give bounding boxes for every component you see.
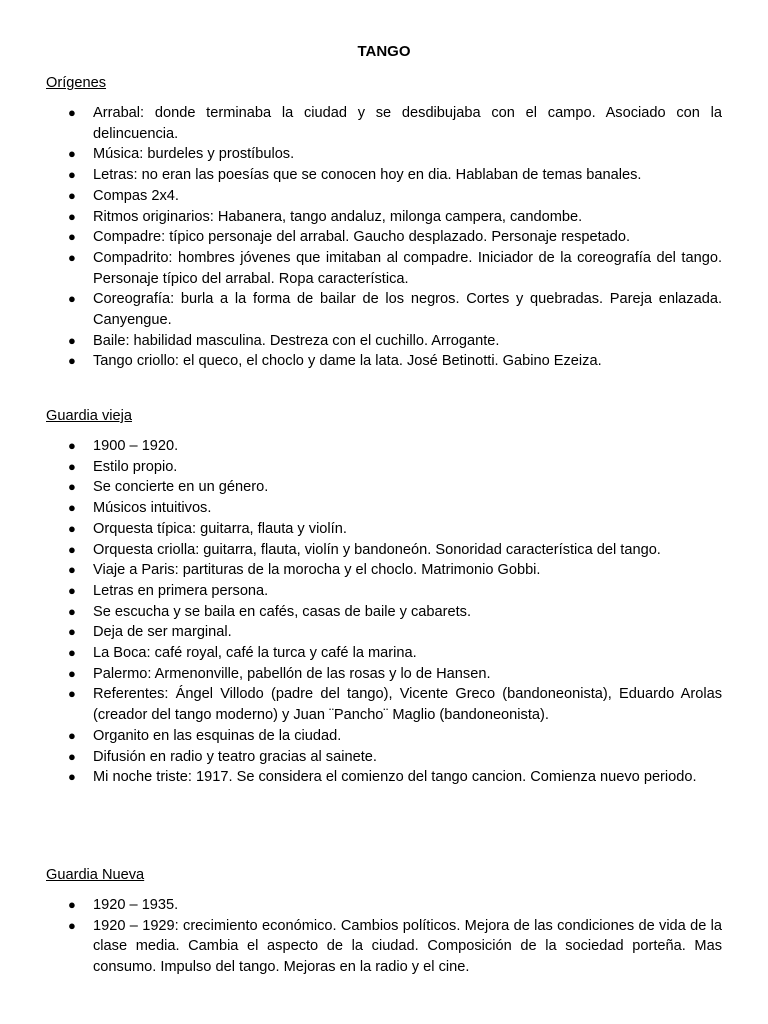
list-item [46,540,722,561]
list-item [46,289,722,330]
section-guardia-nueva [46,865,722,978]
bullet-icon: ● [68,479,76,495]
list-item-text: Músicos intuitivos. [93,500,212,517]
bullet-icon: ● [68,167,76,183]
bullet-icon: ● [68,645,76,661]
bullet-icon: ● [68,665,76,681]
bullet-icon: ● [68,582,76,598]
list-item [46,227,722,248]
list-item-text: Letras: no eran las poesías que se conocen hoy en dia. Hablaban de temas banales. [93,167,642,184]
list-item-text: Deja de ser marginal. [93,624,232,641]
list-item-text: Compadre: típico personaje del arrabal. Gaucho desplazado. Personaje respetado. [93,229,631,246]
list-item-text: Orquesta típica: guitarra, flauta y violín. [93,520,347,537]
bullet-icon: ● [68,897,76,912]
list-item [46,684,722,725]
bullet-icon: ● [68,146,76,162]
list-item [46,747,722,768]
list-item [46,103,722,144]
list-item-text: Organito en las esquinas de la ciudad. [93,727,342,744]
bullet-icon: ● [68,458,76,474]
list-item-text: Letras en primera persona. [93,582,269,599]
bullet-icon: ● [68,917,76,933]
bullet-icon: ● [68,603,76,619]
bullet-icon: ● [68,624,76,640]
list-item [46,895,722,916]
list-item [46,351,722,372]
list-item [46,664,722,685]
list-item-text: Mi noche triste: 1917. Se considera el comienzo del tango cancion. Comienza nuevo periodo. [93,769,697,786]
list-item [46,622,722,643]
bullet-icon: ● [68,500,76,516]
bullet-icon: ● [68,105,76,120]
bullet-icon: ● [68,541,76,557]
bullet-icon: ● [68,562,76,578]
list-item [46,767,722,788]
bullet-icon: ● [68,229,76,245]
bullet-list [46,103,722,372]
bullet-icon: ● [68,353,76,369]
list-item-text: 1900 – 1920. [93,438,179,454]
list-item [46,519,722,540]
list-item [46,498,722,519]
list-item-text: Estilo propio. [93,458,178,475]
list-item-text: 1920 – 1929: crecimiento económico. Cambios políticos. Mejora de las condiciones de vida de la clase media. Cambia el aspecto de la ciudad. Composición de la sociedad porteña. Mas consumo. Impulso del tango. Mejoras en la radio y el cine. [93,917,722,976]
document-title: TANGO [357,43,411,60]
bullet-icon: ● [68,208,76,224]
list-item-text: Ritmos originarios: Habanera, tango andaluz, milonga campera, candombe. [93,208,583,225]
section-heading: Guardia Nueva [46,867,145,883]
list-item [46,207,722,228]
list-item [46,916,722,978]
list-item-text: Compas 2x4. [93,187,179,204]
list-item-text: Palermo: Armenonville, pabellón de las rosas y lo de Hansen. [93,665,491,682]
list-item-text: Baile: habilidad masculina. Destreza con el cuchillo. Arrogante. [93,332,500,349]
list-item-text: Se concierte en un género. [93,479,269,496]
list-item-text: Tango criollo: el queco, el choclo y dame la lata. José Betinotti. Gabino Ezeiza. [93,353,602,370]
list-item-text: Coreografía: burla a la forma de bailar de los negros. Cortes y quebradas. Pareja enlazada. Canyengue. [93,291,722,329]
list-item-text: La Boca: café royal, café la turca y café la marina. [93,645,417,662]
list-item-text: Se escucha y se baila en cafés, casas de baile y cabarets. [93,603,472,620]
bullet-icon: ● [68,686,76,702]
bullet-icon: ● [68,249,76,265]
list-item [46,602,722,623]
list-item-text: Viaje a Paris: partituras de la morocha y el choclo. Matrimonio Gobbi. [93,562,541,579]
list-item [46,165,722,186]
list-item [46,726,722,747]
list-item [46,581,722,602]
section-heading: Orígenes [46,75,107,91]
bullet-icon: ● [68,769,76,785]
bullet-list [46,895,722,978]
bullet-icon: ● [68,520,76,536]
list-item-text: Música: burdeles y prostíbulos. [93,146,295,163]
list-item-text: Compadrito: hombres jóvenes que imitaban al compadre. Iniciador de la coreografía del tango. Personaje típico del arrabal. Ropa característica. [93,249,722,287]
list-item [46,186,722,207]
bullet-list [46,436,722,788]
section-heading: Guardia vieja [46,408,132,424]
section-guardia-vieja [46,406,722,788]
list-item-text: Referentes: Ángel Villodo (padre del tango), Vicente Greco (bandoneonista), Eduardo Arolas (creador del tango moderno) y Juan ¨Pancho¨ Maglio (bandoneonista). [93,686,722,724]
bullet-icon: ● [68,291,76,307]
list-item [46,477,722,498]
list-item [46,457,722,478]
bullet-icon: ● [68,727,76,743]
bullet-icon: ● [68,187,76,203]
bullet-icon: ● [68,332,76,348]
list-item [46,144,722,165]
section-origenes [46,73,722,372]
bullet-icon: ● [68,748,76,764]
bullet-icon: ● [68,438,76,453]
list-item-text: Difusión en radio y teatro gracias al sainete. [93,748,377,765]
list-item [46,560,722,581]
list-item [46,436,722,457]
list-item [46,331,722,352]
list-item-text: Orquesta criolla: guitarra, flauta, violín y bandoneón. Sonoridad característica del tango. [93,541,661,558]
list-item [46,643,722,664]
list-item-text: Arrabal: donde terminaba la ciudad y se desdibujaba con el campo. Asociado con la delincuencia. [93,105,722,142]
list-item-text: 1920 – 1935. [93,897,179,913]
list-item [46,248,722,289]
